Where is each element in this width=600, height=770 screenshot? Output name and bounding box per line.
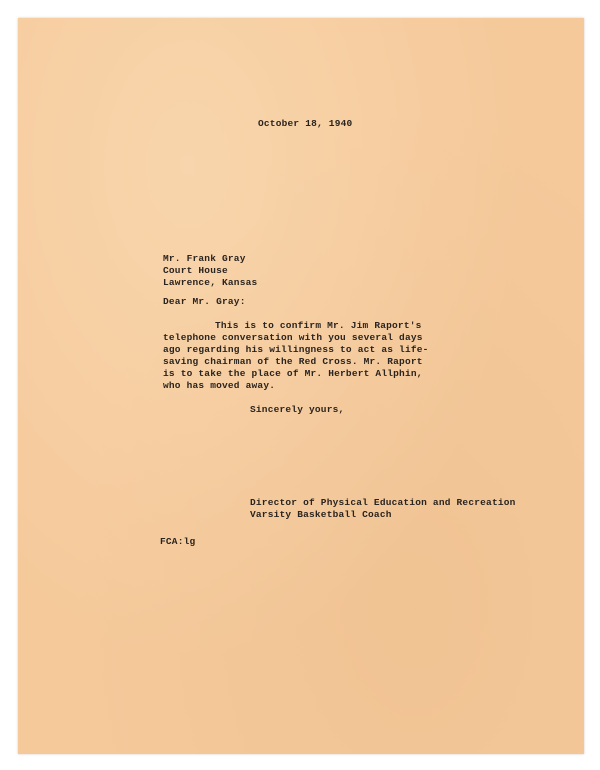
body-line: This is to confirm Mr. Jim Raport's	[215, 320, 422, 331]
recipient-address-line: Court House	[163, 265, 228, 276]
recipient-name: Mr. Frank Gray	[163, 253, 246, 264]
letter-page	[18, 18, 584, 754]
body-line: is to take the place of Mr. Herbert Allphin,	[163, 368, 423, 379]
reference-initials: FCA:lg	[160, 536, 196, 547]
body-line: saving chairman of the Red Cross. Mr. Raport	[163, 356, 423, 367]
body-line: telephone conversation with you several days	[163, 332, 423, 343]
signature-title: Director of Physical Education and Recreation	[250, 497, 516, 508]
closing: Sincerely yours,	[250, 404, 345, 415]
body-line: ago regarding his willingness to act as life-	[163, 344, 429, 355]
salutation: Dear Mr. Gray:	[163, 296, 246, 307]
letter-date: October 18, 1940	[258, 118, 353, 129]
signature-subtitle: Varsity Basketball Coach	[250, 509, 392, 520]
recipient-city-line: Lawrence, Kansas	[163, 277, 258, 288]
body-line: who has moved away.	[163, 380, 276, 391]
